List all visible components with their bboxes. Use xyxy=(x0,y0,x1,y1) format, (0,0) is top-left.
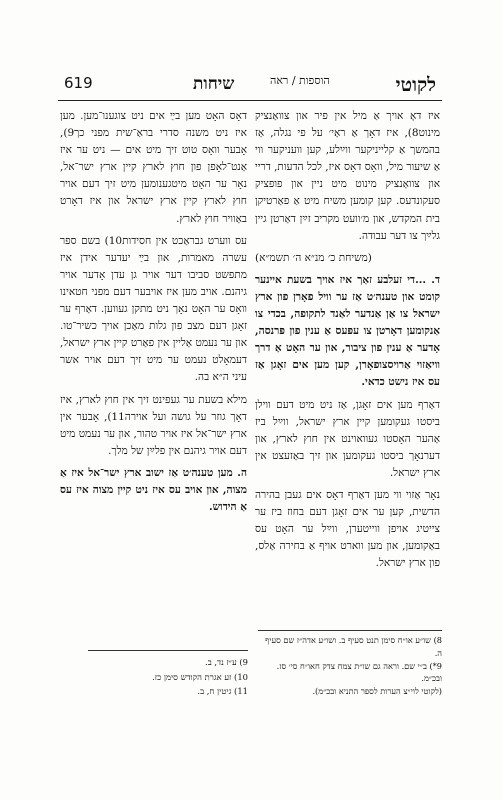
header-title-main: שיחות xyxy=(193,74,235,94)
right-footnotes xyxy=(258,630,442,698)
paragraph: דאָס האָט מען בײַ אים ניט צוגענו־מען. מען איז ניט משנה סדרי בראַ־שית מפני כך9), אָבער וואָס טוט זיך מיט אים — ניט ער איז אַנט־לאָפן פון חוץ לארץ קיין ארץ ישר־אל, נאָר ער האָט מיטגענומען מיט זיך דעם אויר חוץ לארץ קיין ארץ ישראל און איז דאָרט באַוויר חוץ לארץ. xyxy=(60,110,247,225)
footnote: 8) שו״ע או״ח סימן תנט סעיף ב. ושו״ע אדה״ז שם סעיף ה. xyxy=(265,635,442,658)
paragraph: מילא בשעת ער געפינט זיך אין חוץ לארץ, איז דאָך גוזר על גושה ועל אוירה11), אָבער אין ארץ ישר־אל איז אויר טהור, און ער נעמט מיט דעם אויר גיהנם אין פלײַן של מלך. xyxy=(60,393,247,457)
page-header xyxy=(58,72,442,101)
paragraph: איז דאָ אויך אַ מיל אין פיר און צוואַנציק מינוט8), איז דאָך אַ ראַי׳ על פי נגלה, אַז בהמשך אַ קלייניקער ווײַלע, קען וועניקער ווי אַ שיעור מיל, וואָס דאָס איז, לכל הדעות, דריי און צוואַנציק מינוט מיט ניין און פופציק סעקונדעס. קען קומען משיח מיט אַ פאַרטיקן בית המקדש, און מ׳וועט מקריב זײַן דאַרטן גיין גלײַך צו דער עבודה. xyxy=(255,110,440,242)
paragraph: עס ווערט גבראַכט אין חסידות10) בשם ספר עשרה מאמרות, און בײַ יעדער אידן איז מתפשט סביבו דער אויר גן עדן אָדער אויר גיהנם. אויב מען איז אויבער דעם מפני חטאינו וואָס ער האָט נאָך ניט מתקן געווען. דאַרף ער זאָגן דעם מצב פון גלות מאַכן אויך כשיר־טו. און ער נעמט אַליין אין פאַרט קיין ארץ ישראל, דעמאָלט נעמט ער מיט זיך דעם אויר אשר עיני ה״א בה. xyxy=(60,234,247,384)
page-number: 619 xyxy=(64,74,93,92)
source-citation: (משיחת כ׳ מנ״א ה׳ תשמ״א) xyxy=(255,251,372,264)
section-paragraph: ד. ...די זעלבע זאַך איז אויך בשעת איינער קומט און טענה׳ט אַז ער וויל פאָרן פון ארץ ישראל צו אַן אַנדער לאַנד לתקופה, בכדי צו אַנקומען דאָרטן צו עפּעס אַ ענין פון פּרנסה, אָדער אַ ענין פון ציבור, און ער האָט אַ דרך וויאַזוי אַרויסצופאָרן, קען מען אים זאָגן אַז עס איז נישט כדאי. xyxy=(255,273,440,389)
left-column xyxy=(60,108,247,633)
left-footnotes xyxy=(88,650,248,699)
footnote: 10) זע אגרת הקודש סימן כז. xyxy=(152,671,248,682)
book-title: לקוטי xyxy=(395,74,436,96)
header-title-sub: הוספות / ראה xyxy=(270,74,330,87)
section-paragraph: ה. מען טענה׳ט אַז ישוב ארץ ישר־אל איז אַ מצוה, און אויב עס איז ניט קיין מצוה איז עס אַ הידוש. xyxy=(60,466,247,514)
paragraph: נאָר אַזוי ווי מען דאַרף דאָס אים געבן בהירה הדשית, קען ער אים זאָגן דעם בחוז ביז ער צייטיג אויפן ווייטערן, ווײַל ער האָט עס באַקומען, און מען ווארט אויף אַ בחירה אַלס, פון ארץ ישראל. xyxy=(255,488,440,570)
right-column xyxy=(255,108,440,628)
footnote: 9) ע״ז נד, ב. xyxy=(205,657,248,667)
paragraph: דאַרף מען אים זאָגן, אַז ניט מיט דעם ווילן ביסטו געקומען קיין ארץ ישראל, ווײַל ביז אַהער האָסטו געוואוינט אין חוץ לארץ, און דערנאָך ביסטו געקומען און זיך באַזעצט אין ארץ ישראל. xyxy=(255,398,440,479)
footnote: 9*) ב״י שם. וראה גם שו״ת צמח צדק חאו״ח סי׳ סז. ובכ״מ. xyxy=(276,660,442,684)
footnote: (לקוטי לוי״צ הערות לספר התניא ובכ״מ). xyxy=(312,686,442,697)
footnote: 11) גיטין ח, ב. xyxy=(197,686,248,696)
